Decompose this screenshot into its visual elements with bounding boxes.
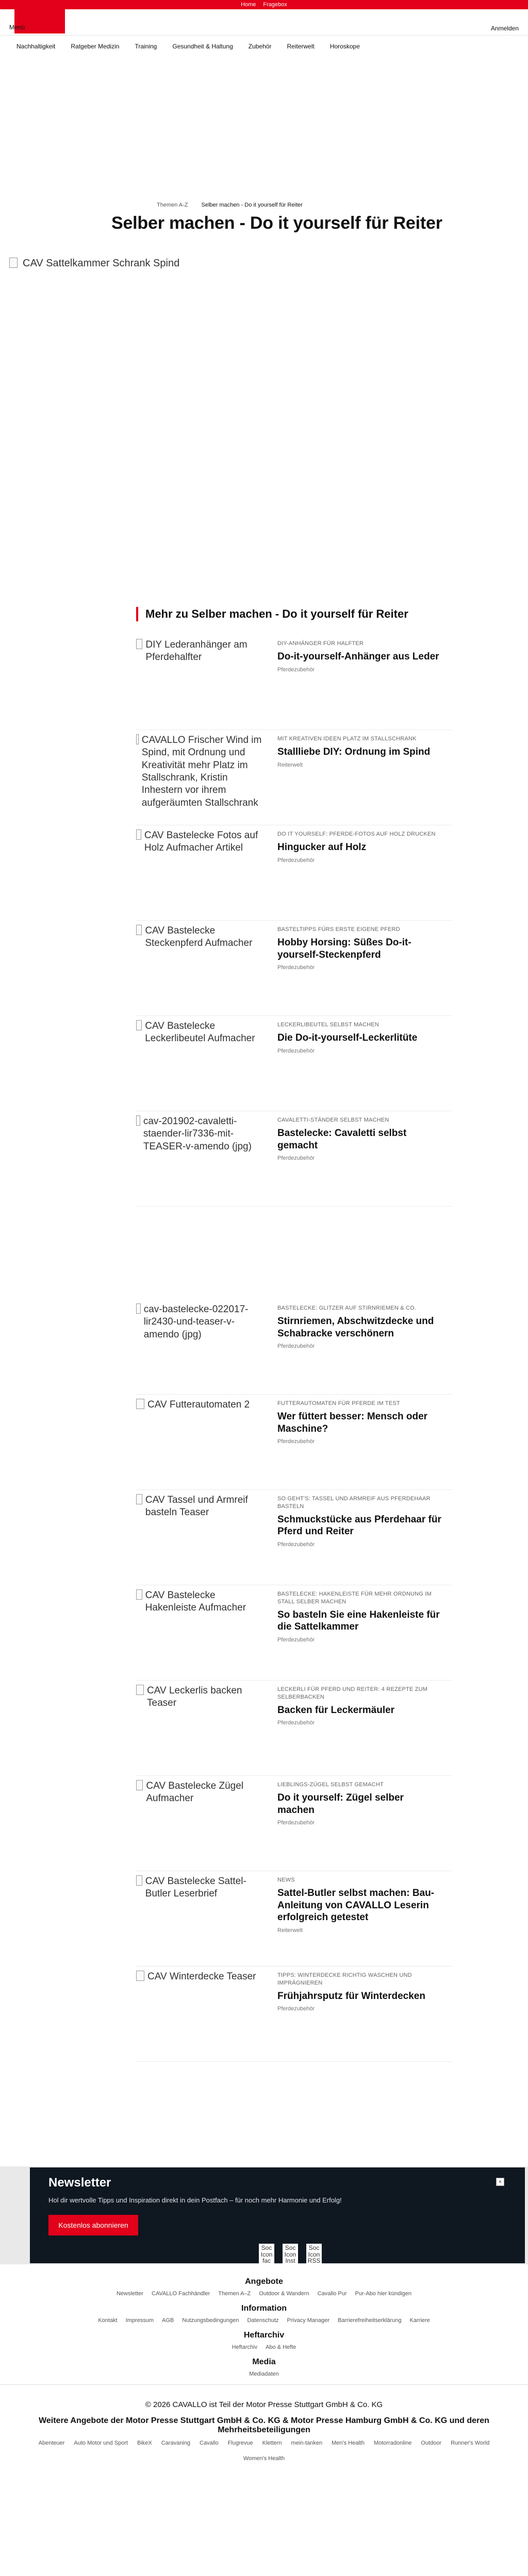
partner-link[interactable]: BikeX — [137, 2440, 152, 2446]
list-item[interactable] — [136, 635, 452, 730]
image-placeholder-icon — [136, 1685, 144, 1695]
item-kicker: LIEBLINGS-ZÜGEL SELBST GEMACHT — [277, 1782, 384, 1788]
footer-divider — [0, 2384, 528, 2385]
list-item[interactable] — [136, 730, 452, 825]
item-image[interactable] — [136, 1971, 265, 1983]
item-kicker: SO GEHT'S: TASSEL UND ARMREIF AUS PFERDEHAAR BASTELN — [277, 1496, 431, 1510]
item-title[interactable]: Do it yourself: Zügel selber machen — [277, 1792, 404, 1816]
item-image[interactable] — [136, 1020, 265, 1045]
item-image[interactable] — [136, 1115, 265, 1153]
breadcrumb — [157, 202, 303, 208]
item-source: Pferdezubehör — [277, 1047, 315, 1054]
item-title[interactable]: Hobby Horsing: Süßes Do-it-yourself-Steckenpferd — [277, 937, 411, 960]
list-item[interactable] — [136, 1490, 452, 1585]
footer-archive-title: Heftarchiv — [243, 2331, 285, 2340]
item-kicker: FUTTERAUTOMATEN FÜR PFERDE IM TEST — [277, 1400, 400, 1406]
footer-link[interactable]: Newsletter — [116, 2291, 143, 2297]
partner-link[interactable]: Motorradonline — [373, 2440, 412, 2446]
social-links — [259, 2244, 322, 2272]
item-image[interactable] — [136, 639, 265, 664]
item-kicker: CAVALETTI-STÄNDER SELBST MACHEN — [277, 1117, 389, 1123]
nav-item-gesundheit[interactable]: Gesundheit & Haltung — [172, 43, 233, 50]
item-title[interactable]: Do-it-yourself-Anhänger aus Leder — [277, 651, 439, 662]
image-placeholder-icon — [136, 639, 142, 649]
item-kicker: DIY-ANHÄNGER FÜR HALFTER — [277, 640, 364, 647]
list-item[interactable] — [136, 1585, 452, 1681]
footer-information-title: Information — [241, 2304, 287, 2313]
newsletter-subscribe-button[interactable]: Kostenlos abonnieren — [48, 2215, 138, 2235]
related-section-title: Mehr zu Selber machen - Do it yourself für Reiter — [145, 607, 408, 620]
partner-link[interactable]: Men's Health — [332, 2440, 365, 2446]
nav-item-zubehoer[interactable]: Zubehör — [248, 43, 272, 50]
item-image-alt: cav-bastelecke-022017-lir2430-und-teaser-v-amendo (jpg) — [143, 1304, 249, 1340]
list-item[interactable] — [136, 825, 452, 921]
item-image[interactable] — [136, 829, 265, 855]
item-kicker: DO IT YOURSELF: PFERDE-FOTOS AUF HOLZ DRUCKEN — [277, 831, 436, 837]
nav-item-training[interactable]: Training — [135, 43, 157, 50]
footer-link[interactable]: Nutzungsbedingungen — [182, 2317, 239, 2324]
list-item[interactable] — [136, 1967, 452, 2062]
footer-link[interactable]: Kontakt — [98, 2317, 118, 2324]
main-navigation — [0, 36, 528, 50]
partner-link[interactable]: Outdoor — [421, 2440, 442, 2446]
partner-link[interactable]: Auto Motor und Sport — [74, 2440, 128, 2446]
image-placeholder-icon — [136, 1399, 144, 1409]
item-source: Pferdezubehör — [277, 1438, 315, 1445]
item-source: Pferdezubehör — [277, 964, 315, 971]
related-list — [136, 635, 452, 2062]
item-image-alt: CAV Bastelecke Hakenleiste Aufmacher — [145, 1590, 246, 1614]
nav-item-medizin[interactable]: Ratgeber Medizin — [71, 43, 120, 50]
footer-link[interactable]: Heftarchiv — [232, 2344, 258, 2350]
item-image[interactable] — [136, 1399, 265, 1411]
item-image[interactable] — [136, 1780, 265, 1805]
hero-image-placeholder — [9, 258, 350, 330]
image-placeholder-icon — [136, 829, 141, 840]
list-item[interactable] — [136, 1016, 452, 1111]
image-placeholder-icon — [136, 1780, 143, 1790]
item-image-alt: CAV Bastelecke Zügel Aufmacher — [146, 1781, 244, 1804]
newsletter-title: Newsletter — [48, 2176, 111, 2190]
nav-item-horoskope[interactable]: Horoskope — [329, 43, 360, 50]
item-image-alt: CAV Bastelecke Steckenpferd Aufmacher — [145, 925, 253, 949]
item-title[interactable]: Sattel-Butler selbst machen: Bau-Anleitung von CAVALLO Leserin erfolgreich getestet — [277, 1887, 435, 1923]
item-kicker: LECKERLI FÜR PFERD UND REITER: 4 REZEPTE ZUM SELBERBACKEN — [277, 1686, 428, 1700]
item-title[interactable]: Frühjahrsputz für Winterdecken — [277, 1990, 425, 2002]
item-image[interactable] — [136, 1303, 265, 1341]
partner-link[interactable]: Cavallo — [200, 2440, 219, 2446]
footer-link[interactable]: AGB — [162, 2317, 174, 2324]
image-placeholder-icon — [136, 925, 142, 935]
site-footer — [0, 2270, 528, 2462]
item-kicker: NEWS — [277, 1877, 295, 1883]
item-image-alt: CAV Bastelecke Sattel-Butler Leserbrief — [145, 1876, 246, 1900]
partner-link[interactable]: mein-tanken — [291, 2440, 323, 2446]
footer-archive-links — [0, 2344, 528, 2350]
nav-item-reiterwelt[interactable]: Reiterwelt — [287, 43, 315, 50]
close-icon[interactable]: × — [496, 2178, 504, 2186]
item-source: Reiterwelt — [277, 761, 303, 768]
image-placeholder-icon — [136, 1494, 142, 1504]
list-item[interactable] — [136, 1871, 452, 1967]
footer-media-links — [0, 2371, 528, 2377]
item-title[interactable]: Stirnriemen, Abschwitzdecke und Schabracke verschönern — [277, 1315, 434, 1339]
footer-link[interactable]: Impressum — [125, 2317, 154, 2324]
footer-link[interactable]: Pur-Abo hier kündigen — [355, 2291, 412, 2297]
item-source: Reiterwelt — [277, 1927, 303, 1934]
image-placeholder-icon — [136, 1303, 141, 1314]
item-source: Pferdezubehör — [277, 666, 315, 673]
footer-offers-title: Angebote — [245, 2277, 283, 2286]
item-title[interactable]: Schmuckstücke aus Pferdehaar für Pferd und Reiter — [277, 1514, 441, 1537]
footer-link[interactable]: Abo & Hefte — [266, 2344, 296, 2350]
footer-link[interactable]: Mediadaten — [249, 2371, 279, 2377]
item-kicker: BASTELECKE: GLITZER AUF STIRNRIEMEN & CO. — [277, 1305, 417, 1311]
footer-link[interactable]: Themen A–Z — [218, 2291, 251, 2297]
login-button[interactable]: Anmelden — [490, 25, 519, 32]
partner-link[interactable]: Flugrevue — [227, 2440, 253, 2446]
footer-link[interactable]: Barrierefreiheitserklärung — [338, 2317, 402, 2324]
image-placeholder-icon — [136, 1020, 142, 1030]
image-placeholder-icon — [136, 1971, 144, 1981]
footer-link[interactable]: Privacy Manager — [287, 2317, 330, 2324]
item-source: Pferdezubehör — [277, 1720, 315, 1726]
footer-link[interactable]: Cavallo Pur — [317, 2291, 347, 2297]
item-kicker: LECKERLIBEUTEL SELBST MACHEN — [277, 1022, 379, 1028]
image-placeholder-icon — [136, 1875, 142, 1886]
item-title[interactable]: Stallliebe DIY: Ordnung im Spind — [277, 746, 431, 757]
item-kicker: TIPPS: WINTERDECKE RICHTIG WASCHEN UND IMPRÄGNIEREN — [277, 1972, 412, 1986]
hero-image-alt: CAV Sattelkammer Schrank Spind — [23, 258, 180, 269]
breadcrumb-item[interactable]: Themen A-Z — [157, 202, 188, 208]
partner-link[interactable]: Runner's World — [451, 2440, 490, 2446]
partner-offers-title: Weitere Angebote der Motor Presse Stuttgart GmbH & Co. KG & Motor Presse Hamburg GmbH & Co. KG und deren Mehrheitsbeteiligungen — [39, 2416, 489, 2434]
item-kicker: BASTELTIPPS FÜRS ERSTE EIGENE PFERD — [277, 926, 400, 933]
item-title[interactable]: Bastelecke: Cavaletti selbst gemacht — [277, 1127, 407, 1151]
item-image-alt: CAV Bastelecke Fotos auf Holz Aufmacher Artikel — [144, 830, 258, 854]
item-title[interactable]: Hingucker auf Holz — [277, 841, 367, 853]
copyright-text: © 2026 CAVALLO ist Teil der Motor Presse Stuttgart GmbH & Co. KG — [145, 2400, 383, 2409]
breadcrumb-item: Selber machen - Do it yourself für Reiter — [201, 202, 303, 208]
partner-link[interactable]: Women's Health — [243, 2455, 285, 2462]
newsletter-text: Hol dir wertvolle Tipps und Inspiration direkt in dein Postfach – für noch mehr Harmonie und Erfolg! — [48, 2196, 342, 2204]
item-image-alt: CAV Winterdecke Teaser — [147, 1971, 256, 1982]
image-placeholder-icon — [136, 1115, 140, 1126]
item-source: Pferdezubehör — [277, 1155, 315, 1162]
nav-item-nachhaltigkeit[interactable]: Nachhaltigkeit — [16, 43, 56, 50]
item-image[interactable] — [136, 1494, 265, 1519]
item-source: Pferdezubehör — [277, 1637, 315, 1643]
item-title[interactable]: Wer füttert besser: Mensch oder Maschine? — [277, 1411, 428, 1434]
footer-link[interactable]: Outdoor & Wandern — [259, 2291, 309, 2297]
item-image-alt: CAVALLO Frischer Wind im Spind, mit Ordnung und Kreativität mehr Platz im Stallschrank, Kristin Inhestern vor ihrem aufgeräumten Stallschrank — [141, 735, 262, 808]
item-image-alt: CAV Leckerlis backen Teaser — [147, 1685, 242, 1709]
item-kicker: BASTELECKE: HAKENLEISTE FÜR MEHR ORDNUNG IM STALL SELBER MACHEN — [277, 1591, 432, 1605]
partner-link[interactable]: Caravaning — [161, 2440, 190, 2446]
item-image[interactable] — [136, 1875, 265, 1901]
image-placeholder-icon — [9, 258, 18, 268]
list-item[interactable] — [136, 1681, 452, 1776]
partner-link[interactable]: Abenteuer — [38, 2440, 65, 2446]
item-image[interactable] — [136, 925, 265, 950]
item-image-alt: CAV Tassel und Armreif basteln Teaser — [145, 1495, 248, 1518]
item-image[interactable] — [136, 1589, 265, 1615]
page-title: Selber machen - Do it yourself für Reiter — [111, 213, 442, 233]
item-source: Pferdezubehör — [277, 1343, 315, 1350]
item-image-alt: CAV Futterautomaten 2 — [147, 1399, 250, 1410]
menu-button[interactable]: Menü — [9, 24, 25, 31]
list-item[interactable] — [136, 921, 452, 1016]
footer-information-links — [0, 2317, 528, 2324]
footer-link[interactable]: CAVALLO Fachhändler — [151, 2291, 210, 2297]
item-source: Pferdezubehör — [277, 857, 315, 863]
item-source: Pferdezubehör — [277, 1541, 315, 1548]
rss-icon[interactable]: Soc Icon RSS — [306, 2244, 322, 2272]
site-header — [0, 9, 528, 36]
footer-link[interactable]: Karriere — [409, 2317, 430, 2324]
image-placeholder-icon — [136, 734, 139, 744]
image-placeholder-icon — [136, 1589, 142, 1600]
topbar-home[interactable]: Home — [241, 2, 256, 8]
item-kicker: MIT KREATIVEN IDEEN PLATZ IM STALLSCHRANK — [277, 736, 417, 742]
top-red-bar — [0, 0, 528, 9]
footer-link[interactable]: Datenschutz — [247, 2317, 279, 2324]
list-item[interactable] — [136, 1111, 452, 1207]
instagram-icon[interactable]: Soc Icon Inst — [283, 2244, 298, 2272]
item-source: Pferdezubehör — [277, 1820, 315, 1826]
list-item[interactable] — [136, 1776, 452, 1871]
partner-link[interactable]: Klettern — [262, 2440, 282, 2446]
list-item[interactable] — [136, 1299, 452, 1395]
footer-offers-links — [0, 2291, 528, 2297]
item-title[interactable]: Die Do-it-yourself-Leckerlitüte — [277, 1032, 418, 1043]
item-image-alt: cav-201902-cavaletti-staender-lir7336-mit-TEASER-v-amendo (jpg) — [143, 1116, 252, 1152]
item-title[interactable]: Backen für Leckermäuler — [277, 1704, 395, 1716]
facebook-icon[interactable]: Soc Icon fac — [259, 2244, 274, 2272]
section-accent-bar — [136, 607, 138, 621]
item-image[interactable] — [136, 734, 265, 809]
item-image-alt: DIY Lederanhänger am Pferdehalfter — [145, 639, 248, 663]
partner-offers — [16, 2440, 512, 2462]
topbar-fragebox[interactable]: Fragebox — [263, 2, 287, 8]
footer-media-title: Media — [252, 2358, 276, 2366]
item-title[interactable]: So basteln Sie eine Hakenleiste für die Sattelkammer — [277, 1609, 440, 1633]
item-source: Pferdezubehör — [277, 2006, 315, 2012]
list-item[interactable] — [136, 1395, 452, 1490]
related-section — [136, 607, 452, 2062]
item-image[interactable] — [136, 1685, 265, 1710]
item-image-alt: CAV Bastelecke Leckerlibeutel Aufmacher — [145, 1021, 255, 1044]
ad-spacer — [136, 1207, 452, 1299]
